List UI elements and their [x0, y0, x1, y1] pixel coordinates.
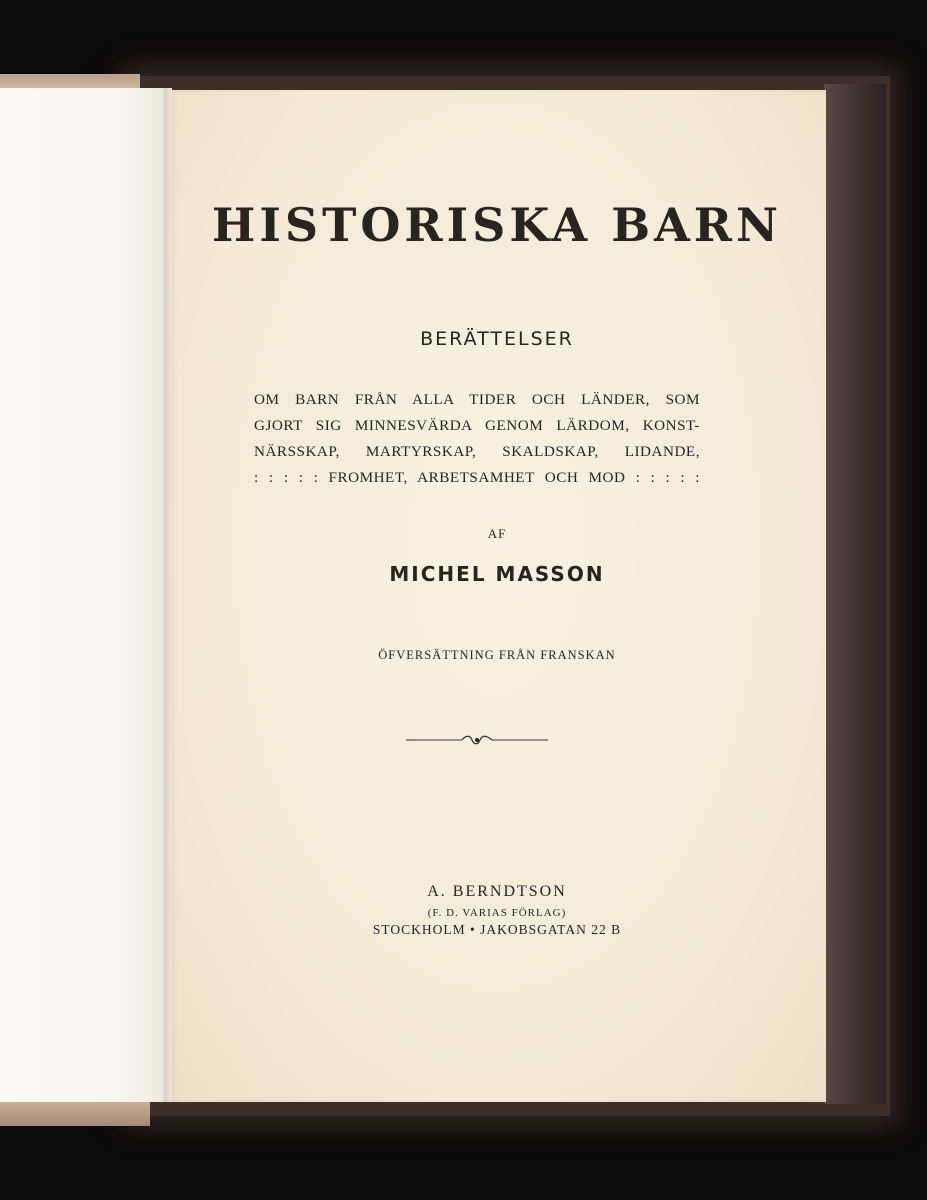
- book-subtitle: BERÄTTELSER: [420, 328, 574, 350]
- back-cover-edge: [824, 84, 886, 1104]
- ornament-divider-icon: [404, 730, 550, 750]
- blank-left-page: [0, 88, 168, 1102]
- description-line: : : : : : FROMHET, ARBETSAMHET OCH MOD : : : : :: [254, 469, 700, 486]
- by-label: AF: [487, 526, 507, 541]
- author-name: MICHEL MASSON: [389, 562, 605, 586]
- book-title: HISTORISKA BARN: [211, 198, 783, 252]
- publisher-name: A. BERNDTSON: [427, 883, 567, 900]
- front-cover-edge-bottom: [0, 1100, 150, 1126]
- publisher-address: STOCKHOLM • JAKOBSGATAN 22 B: [372, 922, 622, 937]
- description-line: GJORT SIG MINNESVÄRDA GENOM LÄRDOM, KONST-: [254, 417, 700, 434]
- description-line: NÄRSSKAP, MARTYRSKAP, SKALDSKAP, LIDANDE,: [254, 443, 700, 460]
- title-page: [168, 90, 826, 1102]
- translation-note: ÖFVERSÄTTNING FRÅN FRANSKAN: [378, 648, 616, 662]
- page-gutter: [164, 88, 172, 1102]
- front-cover-edge-top: [0, 74, 140, 88]
- description-line: OM BARN FRÅN ALLA TIDER OCH LÄNDER, SOM: [254, 391, 700, 408]
- publisher-imprint: (F. D. VARIAS FÖRLAG): [427, 907, 567, 919]
- book-description: [254, 387, 700, 491]
